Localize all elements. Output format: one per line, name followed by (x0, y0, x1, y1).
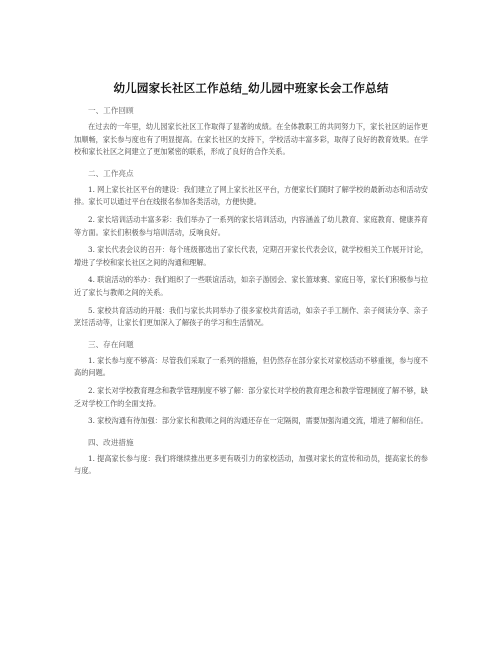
paragraph: 3. 家长代表会议的召开：每个班级都选出了家长代表，定期召开家长代表会议，就学校相关工作展开讨论，增进了学校和家长社区之间的沟通和理解。 (74, 245, 428, 267)
section-heading: 四、改进措施 (88, 437, 134, 447)
paragraph: 在过去的一年里，幼儿园家长社区工作取得了显著的成绩。在全体教职工的共同努力下，家长社区的运作更加顺畅，家长参与度也有了明显提高。在家长社区的支持下，学校活动丰富多彩，取得了良好的教育效果。在学校和家长社区之间建立了更加紧密的联系，形成了良好的合作关系。 (74, 122, 428, 157)
paragraph: 1. 家长参与度不够高：尽管我们采取了一系列的措施，但仍然存在部分家长对家校活动不够重视，参与度不高的问题。 (74, 355, 428, 378)
paragraph: 3. 家校沟通有待加强：部分家长和教师之间的沟通还存在一定隔阂，需要加强沟通交流，增进了解和信任。 (88, 416, 428, 426)
paragraph: 1. 提高家长参与度：我们将继续推出更多更有吸引力的家校活动，加强对家长的宣传和动员，提高家长的参与度。 (74, 453, 428, 476)
section-improvements (74, 437, 428, 478)
section-heading: 三、存在问题 (88, 339, 134, 349)
paragraph: 5. 家校共育活动的开展：我们与家长共同举办了很多家校共育活动，如亲子手工制作、亲子阅读分享、亲子烹饪活动等，让家长们更加深入了解孩子的学习和生活情况。 (74, 305, 428, 328)
paragraph: 2. 家长培训活动丰富多彩：我们举办了一系列的家长培训活动，内容涵盖了幼儿教育、家庭教育、健康养育等方面。家长们积极参与培训活动，反响良好。 (74, 214, 428, 237)
paragraph: 4. 联谊活动的举办：我们组织了一些联谊活动，如亲子游园会、家长篮球赛、家庭日等，家长们积极参与拉近了家长与教师之间的关系。 (74, 275, 428, 297)
paragraph: 1. 网上家长社区平台的建设：我们建立了网上家长社区平台，方便家长们随时了解学校的最新动态和活动安排。家长可以通过平台在线报名参加各类活动，方便快捷。 (74, 184, 428, 207)
paragraph: 2. 家长对学校教育理念和教学管理制度不够了解：部分家长对学校的教育理念和教学管理制度了解不够，缺乏对学校工作的全面支持。 (74, 385, 428, 408)
section-problems (74, 339, 428, 428)
document-title: 幼儿园家长社区工作总结_幼儿园中班家长会工作总结 (113, 81, 389, 95)
section-review (74, 105, 428, 159)
section-heading: 一、工作回顾 (88, 106, 134, 115)
section-heading: 二、工作亮点 (88, 168, 134, 178)
section-highlights (74, 168, 428, 330)
